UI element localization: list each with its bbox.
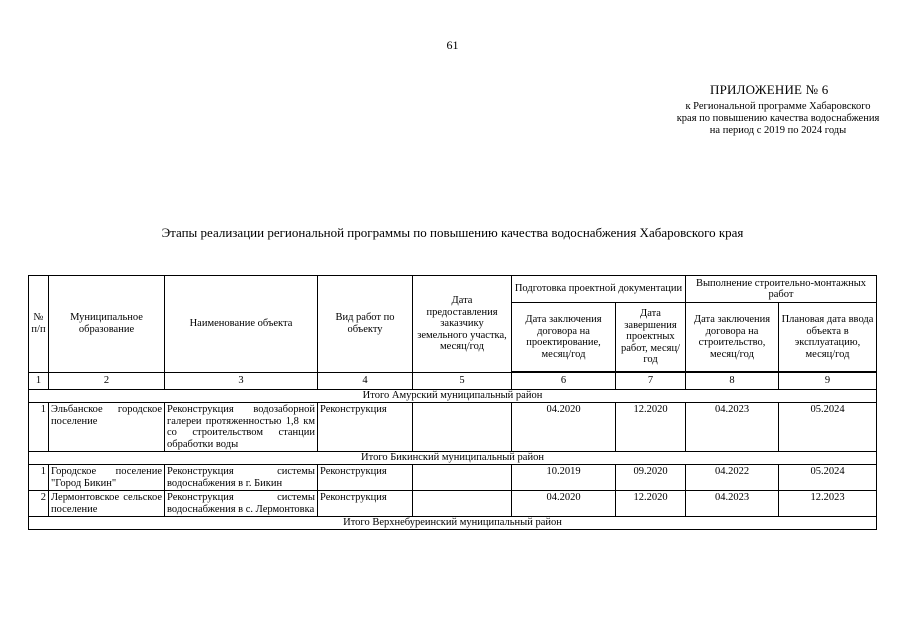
stages-table [28, 275, 877, 530]
page-number: 61 [446, 38, 459, 52]
column-number: 3 [165, 372, 318, 390]
row-construction-contract: 04.2022 [686, 465, 779, 491]
row-land-date [413, 491, 512, 517]
section-row [29, 390, 877, 403]
column-number-row [29, 372, 877, 390]
row-design-end: 12.2020 [616, 403, 686, 452]
row-design-contract: 04.2020 [512, 491, 616, 517]
header-design-end: Дата завершения проектных работ, месяц/год [616, 303, 686, 373]
table-row [29, 403, 877, 452]
header-num: № п/п [29, 276, 49, 373]
header-municipality: Муниципальное образование [49, 276, 165, 373]
row-object: Реконструкция системы водоснабжения в г. Бикин [165, 465, 318, 491]
row-planned-date: 05.2024 [779, 465, 877, 491]
appendix-title: ПРИЛОЖЕНИЕ № 6 [710, 82, 829, 97]
row-planned-date: 05.2024 [779, 403, 877, 452]
section-title: Итого Верхнебуреинский муниципальный район [29, 517, 877, 530]
document-title: Этапы реализации региональной программы по повышению качества водоснабжения Хабаровского края [161, 225, 744, 240]
column-number: 9 [779, 372, 877, 390]
column-number: 6 [512, 372, 616, 390]
row-municipality: Лермонтовское сельское поселение [49, 491, 165, 517]
section-row [29, 452, 877, 465]
row-land-date [413, 465, 512, 491]
row-design-contract: 04.2020 [512, 403, 616, 452]
row-work-type: Реконструкция [318, 491, 413, 517]
appendix-subtitle: к Региональной программе Хабаровского края по повышению качества водоснабжения на период с 2019 по 2024 годы [676, 101, 880, 136]
header-design-group: Подготовка проектной документации [512, 276, 686, 303]
row-planned-date: 12.2023 [779, 491, 877, 517]
row-work-type: Реконструкция [318, 465, 413, 491]
column-number: 1 [29, 372, 49, 390]
row-num: 2 [29, 491, 49, 517]
row-design-end: 12.2020 [616, 491, 686, 517]
column-number: 5 [413, 372, 512, 390]
row-construction-contract: 04.2023 [686, 491, 779, 517]
row-design-contract: 10.2019 [512, 465, 616, 491]
row-object: Реконструкция водозаборной галереи протяженностью 1,8 км со строительством станции обработки воды [165, 403, 318, 452]
header-land-date: Дата предоставления заказчику земельного участка, месяц/год [413, 276, 512, 373]
header-object: Наименование объекта [165, 276, 318, 373]
table-row [29, 465, 877, 491]
row-municipality: Городское поселение "Город Бикин" [49, 465, 165, 491]
column-number: 2 [49, 372, 165, 390]
section-title: Итого Амурский муниципальный район [29, 390, 877, 403]
header-design-contract: Дата заключения договора на проектирование, месяц/год [512, 303, 616, 373]
section-title: Итого Бикинский муниципальный район [29, 452, 877, 465]
column-number: 8 [686, 372, 779, 390]
row-work-type: Реконструкция [318, 403, 413, 452]
row-num: 1 [29, 403, 49, 452]
section-row [29, 517, 877, 530]
row-construction-contract: 04.2023 [686, 403, 779, 452]
row-design-end: 09.2020 [616, 465, 686, 491]
table-row [29, 491, 877, 517]
row-municipality: Эльбанское городское поселение [49, 403, 165, 452]
header-work-type: Вид работ по объекту [318, 276, 413, 373]
row-object: Реконструкция системы водоснабжения в с. Лермонтовка [165, 491, 318, 517]
header-planned-date: Плановая дата ввода объекта в эксплуатацию, месяц/год [779, 303, 877, 373]
row-land-date [413, 403, 512, 452]
column-number: 4 [318, 372, 413, 390]
header-construction-group: Выполнение строительно-монтажных работ [686, 276, 877, 303]
header-construction-contract: Дата заключения договора на строительство, месяц/год [686, 303, 779, 373]
row-num: 1 [29, 465, 49, 491]
column-number: 7 [616, 372, 686, 390]
